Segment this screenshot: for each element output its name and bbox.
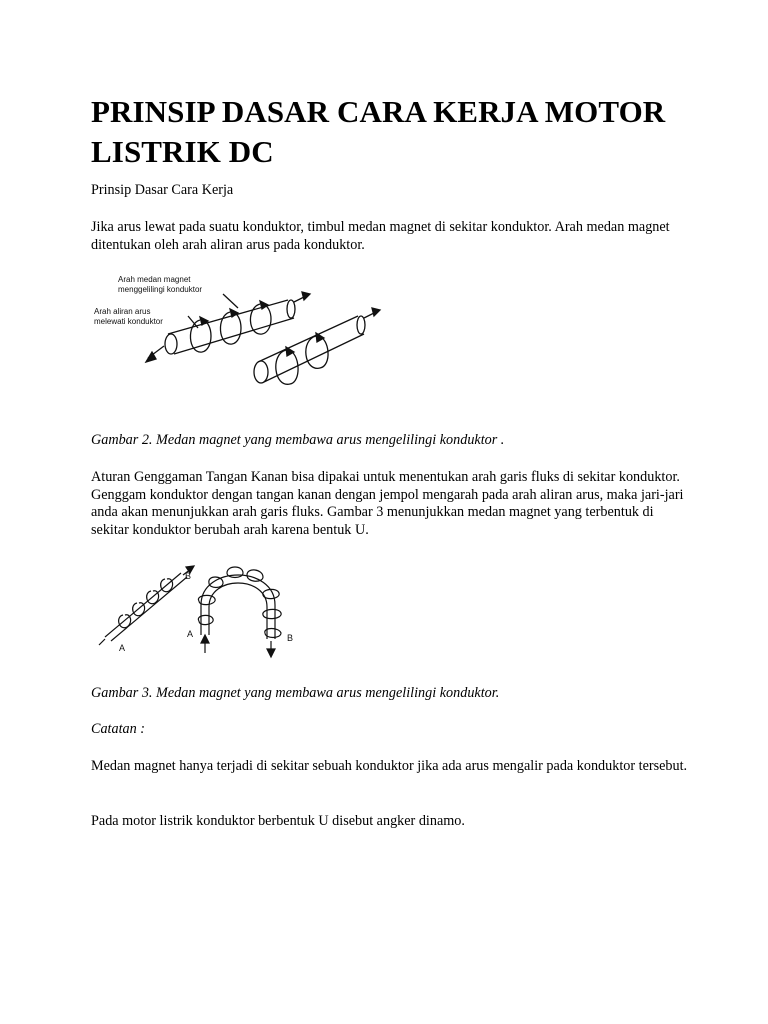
figure-2-label-field-line2: menggelilingi konduktor	[118, 285, 203, 294]
intro-paragraph: Jika arus lewat pada suatu konduktor, timbul medan magnet di sekitar konduktor. Arah medan magnet ditentukan oleh arah aliran arus pada konduktor.	[91, 219, 670, 253]
figure-3-caption: Gambar 3. Medan magnet yang membawa arus mengelilingi konduktor.	[91, 685, 500, 701]
figure-2-illustration	[88, 272, 388, 402]
section-subtitle: Prinsip Dasar Cara Kerja	[91, 182, 234, 198]
closing-paragraph: Pada motor listrik konduktor berbentuk U disebut angker dinamo.	[91, 813, 465, 829]
figure-3-label-a-left: A	[119, 643, 126, 653]
note-paragraph: Medan magnet hanya terjadi di sekitar sebuah konduktor jika ada arus mengalir pada konduktor tersebut.	[91, 758, 688, 774]
figure-2-label-current-line1: Arah aliran arus	[94, 307, 151, 316]
figure-3-label-b-left: B	[185, 571, 192, 581]
figure-2-caption: Gambar 2. Medan magnet yang membawa arus mengelilingi konduktor .	[91, 432, 505, 448]
note-label: Catatan :	[91, 721, 145, 737]
figure-3-illustration	[95, 555, 310, 665]
document-title: PRINSIP DASAR CARA KERJA MOTOR LISTRIK DC	[91, 94, 666, 169]
figure-3-label-b-right: B	[287, 633, 294, 643]
figure-2-conductor-field	[88, 272, 388, 402]
figure-3-u-conductor-field	[95, 555, 310, 665]
right-hand-rule-paragraph: Aturan Genggaman Tangan Kanan bisa dipakai untuk menentukan arah garis fluks di sekitar konduktor. Genggam konduktor dengan tangan kanan dengan jempol mengarah pada arah aliran arus, maka jari-jari anda akan menunjukkan arah garis fluks. Gambar 3 menunjukkan medan magnet yang terbentuk di sekitar konduktor berubah arah karena bentuk U.	[91, 469, 684, 538]
figure-3-label-a-right: A	[187, 629, 194, 639]
figure-2-label-current-line2: melewati konduktor	[94, 317, 163, 326]
figure-2-label-field-line1: Arah medan magnet	[118, 275, 191, 284]
